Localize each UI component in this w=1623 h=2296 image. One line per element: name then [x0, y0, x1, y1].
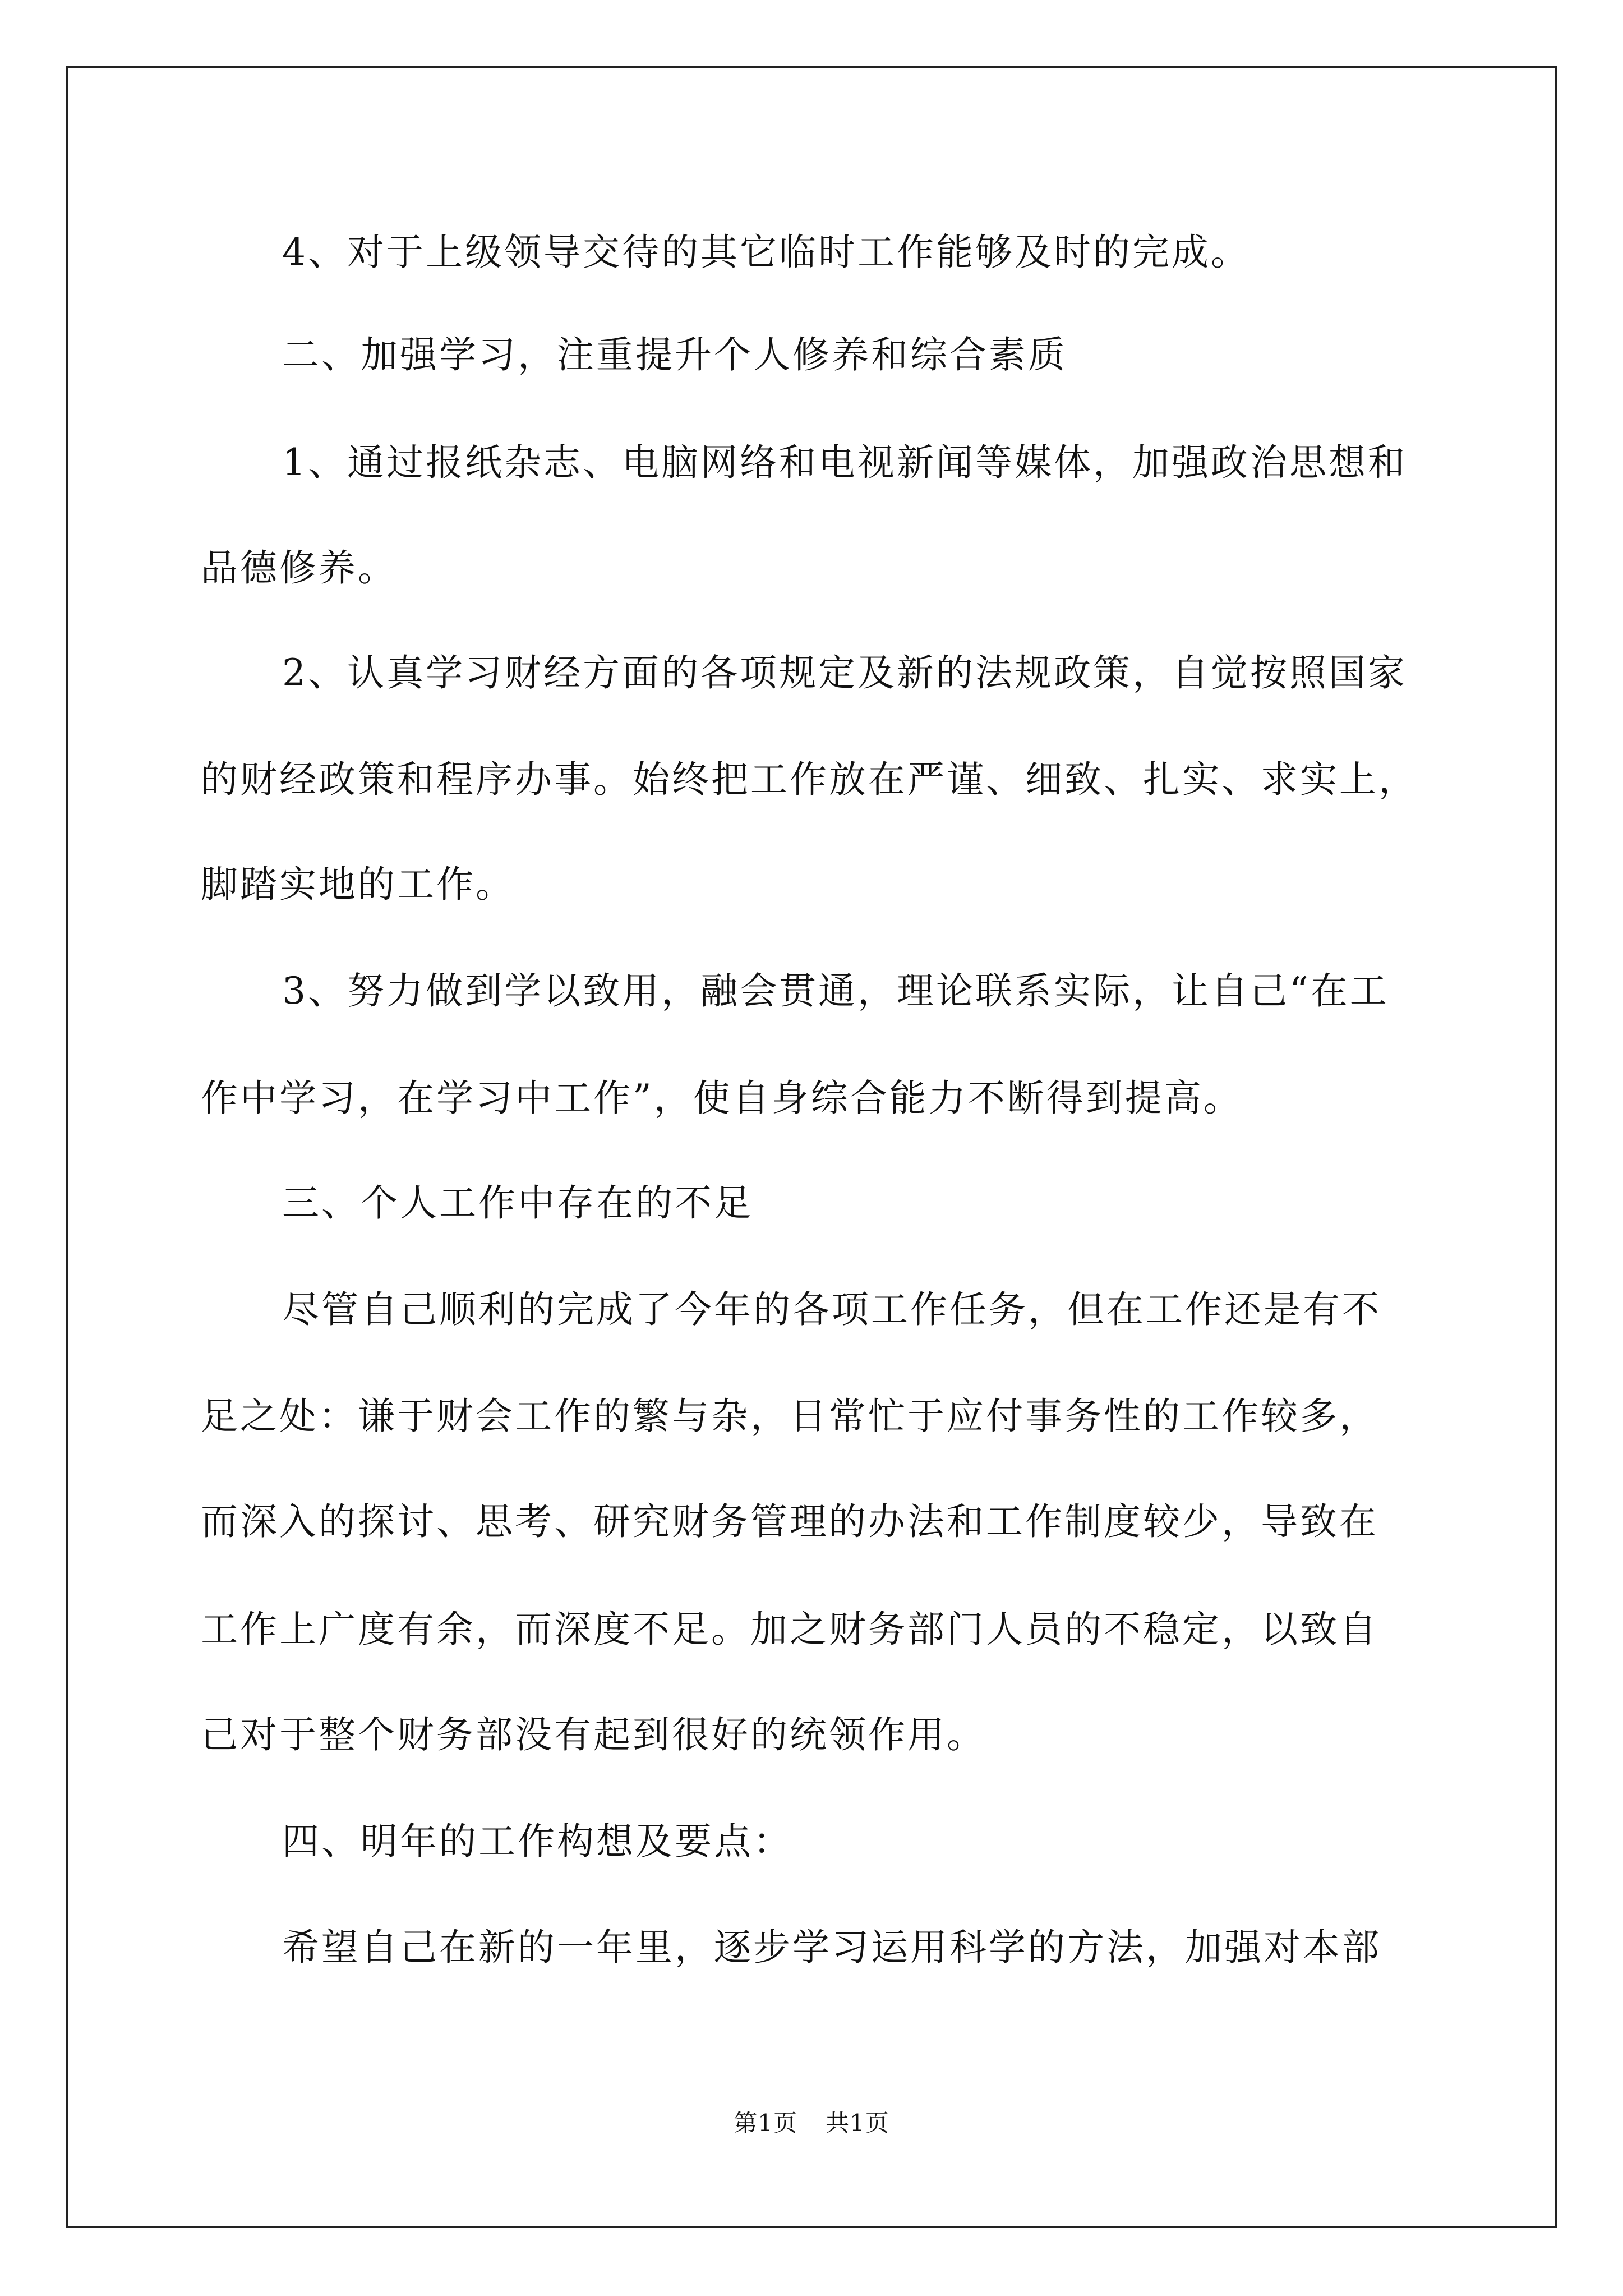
paragraph-line: 作中学习，在学习中工作”，使自身综合能力不断得到提高。	[201, 1076, 1243, 1120]
paragraph-line: 1、通过报纸杂志、电脑网络和电视新闻等媒体，加强政治思想和	[282, 441, 1407, 484]
paragraph-line: 脚踏实地的工作。	[201, 863, 515, 906]
page-number: 第1页	[734, 2109, 797, 2137]
paragraph-line: 希望自己在新的一年里，逐步学习运用科学的方法，加强对本部	[282, 1926, 1381, 1969]
paragraph-line: 2、认真学习财经方面的各项规定及新的法规政策，自觉按照国家	[282, 651, 1407, 694]
paragraph-line: 足之处：谦于财会工作的繁与杂，日常忙于应付事务性的工作较多，	[201, 1395, 1378, 1438]
page-total: 共1页	[826, 2109, 889, 2137]
paragraph-line: 而深入的探讨、思考、研究财务管理的办法和工作制度较少，导致在	[201, 1500, 1378, 1543]
section-heading: 三、个人工作中存在的不足	[282, 1181, 753, 1225]
paragraph-line: 3、努力做到学以致用，融会贯通，理论联系实际，让自己“在工	[282, 969, 1389, 1013]
page-footer	[0, 2109, 1623, 2137]
paragraph-line: 4、对于上级领导交待的其它临时工作能够及时的完成。	[282, 231, 1250, 274]
page-border	[66, 66, 1557, 2228]
paragraph-line: 品德修养。	[201, 546, 397, 590]
paragraph-line: 己对于整个财务部没有起到很好的统领作用。	[201, 1713, 986, 1756]
section-heading: 二、加强学习，注重提升个人修养和综合素质	[282, 333, 1067, 376]
paragraph-line: 尽管自己顺利的完成了今年的各项工作任务，但在工作还是有不	[282, 1288, 1381, 1331]
paragraph-line: 工作上广度有余，而深度不足。加之财务部门人员的不稳定，以致自	[201, 1608, 1378, 1651]
paragraph-line: 的财经政策和程序办事。始终把工作放在严谨、细致、扎实、求实上，	[201, 758, 1418, 801]
section-heading: 四、明年的工作构想及要点：	[282, 1820, 792, 1863]
